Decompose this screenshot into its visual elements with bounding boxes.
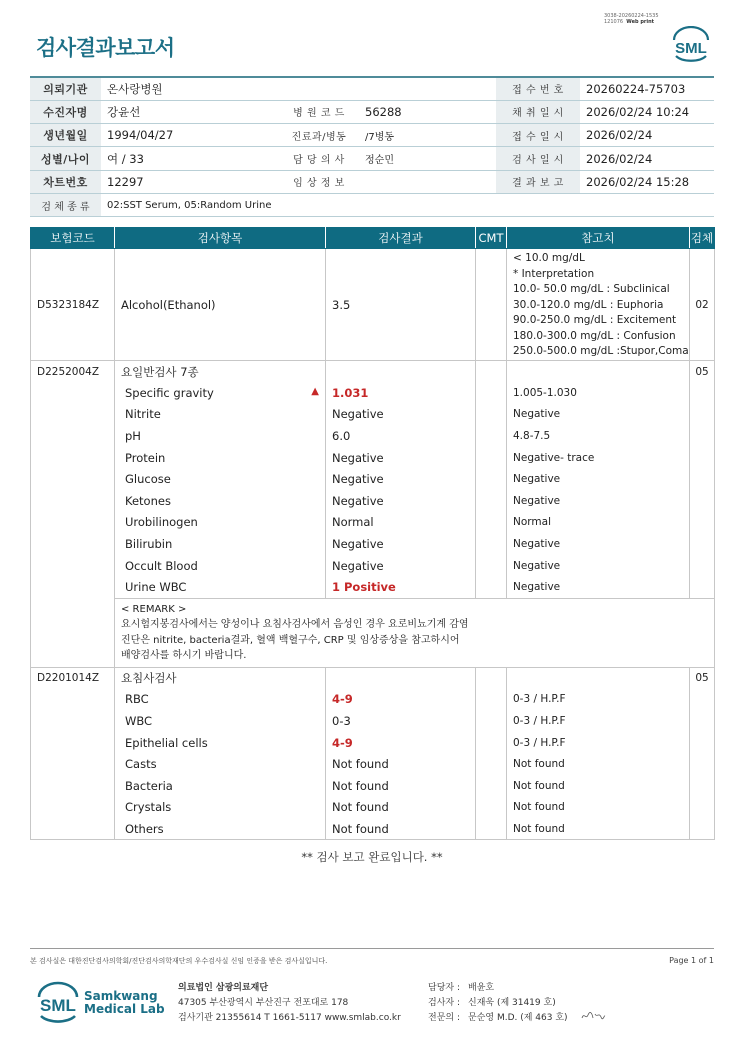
test-cmt — [476, 775, 507, 797]
col-result: 검사결과 — [326, 228, 476, 249]
test-cmt — [476, 710, 507, 732]
collect-value: 2026/02/24 10:24 — [580, 100, 714, 123]
test-reference: Negative — [507, 490, 690, 512]
sediment-title-ref — [507, 667, 690, 689]
urinalysis-title-ref — [507, 361, 690, 383]
footer-brand — [84, 990, 165, 1016]
test-specimen — [690, 775, 715, 797]
footer-staff — [428, 981, 568, 1026]
hosp-code-label: 병 원 코 드 — [279, 100, 359, 123]
alcohol-cmt — [476, 249, 507, 361]
test-item-name: Bilirubin — [125, 537, 173, 552]
table-row — [31, 576, 715, 598]
test-reference: Not found — [507, 797, 690, 819]
sex-age-value: 여 / 33 — [101, 147, 279, 170]
chart-label: 차트번호 — [30, 170, 101, 193]
test-reference: 0-3 / H.P.F — [507, 689, 690, 711]
test-reference: Not found — [507, 753, 690, 775]
footer-divider — [30, 948, 714, 949]
test-specimen — [690, 382, 715, 404]
collect-label: 채 취 일 시 — [496, 100, 580, 123]
sml-logo-icon — [668, 26, 714, 62]
remark-code-cell — [31, 598, 115, 667]
test-cmt — [476, 533, 507, 555]
table-row — [31, 533, 715, 555]
test-item-wrap — [125, 451, 325, 465]
urinalysis-title-cmt — [476, 361, 507, 383]
test-item — [115, 512, 326, 534]
remark-cell — [115, 598, 715, 667]
urinalysis-title-row — [31, 361, 715, 383]
row-code-cell — [31, 797, 115, 819]
row-code-cell — [31, 818, 115, 840]
sediment-title-cmt — [476, 667, 507, 689]
urinalysis-specimen: 05 — [690, 361, 715, 383]
test-specimen — [690, 818, 715, 840]
test-reference: 0-3 / H.P.F — [507, 732, 690, 754]
footer-certification-note: 본 검사실은 대한진단검사의학회/진단검사의학재단의 우수검사실 신임 인증을 받은 검사실입니다. — [30, 957, 328, 965]
table-row — [31, 447, 715, 469]
table-row — [31, 404, 715, 426]
alcohol-ref-lines — [513, 249, 689, 360]
staff-value: 문순영 M.D. (제 463 호) — [468, 1013, 568, 1023]
table-row — [31, 468, 715, 490]
footer-organization — [178, 981, 401, 1026]
test-item-name: Nitrite — [125, 407, 161, 422]
hospital-label: 의뢰기관 — [30, 77, 101, 100]
test-cmt — [476, 382, 507, 404]
report-complete-text: ** 검사 보고 완료입니다. ** — [301, 850, 443, 864]
test-cmt — [476, 797, 507, 819]
hospital-value: 온사랑병원 — [101, 77, 496, 100]
clinical-value — [359, 170, 496, 193]
test-item-wrap — [125, 472, 325, 486]
sediment-title-result — [326, 667, 476, 689]
page-indicator: Page 1 of 1 — [669, 956, 714, 965]
staff-label: 전문의 : — [428, 1013, 460, 1023]
remark-text — [121, 599, 714, 667]
brand-line-2: Medical Lab — [84, 1002, 165, 1016]
test-item-name: Occult Blood — [125, 558, 198, 573]
test-specimen — [690, 689, 715, 711]
test-item — [115, 490, 326, 512]
urinalysis-remark-row — [31, 598, 715, 667]
test-result: 4-9 — [326, 689, 476, 711]
alcohol-ref-line: 250.0-500.0 mg/dL :Stupor,Coma — [513, 345, 689, 357]
high-flag-icon: ▲ — [311, 385, 319, 397]
test-specimen — [690, 447, 715, 469]
report-label: 결 과 보 고 — [496, 170, 580, 193]
test-reference: Normal — [507, 512, 690, 534]
test-item-name: Ketones — [125, 493, 171, 508]
col-item: 검사항목 — [115, 228, 326, 249]
doctor-label: 담 당 의 사 — [279, 147, 359, 170]
receive-label: 접 수 일 시 — [496, 124, 580, 147]
remark-line: 배양검사를 하시기 바랍니다. — [121, 650, 247, 662]
sediment-title: 요침사검사 — [115, 667, 326, 689]
test-specimen — [690, 732, 715, 754]
test-cmt — [476, 490, 507, 512]
test-item-name: pH — [125, 429, 141, 444]
test-item-name: Specific gravity — [125, 385, 214, 400]
row-code-cell — [31, 382, 115, 404]
info-row — [30, 124, 714, 147]
test-item: Others — [115, 818, 326, 840]
row-code-cell — [31, 468, 115, 490]
test-item-wrap — [125, 386, 325, 400]
test-result: Not found — [326, 818, 476, 840]
test-item-name: Glucose — [125, 472, 171, 487]
alcohol-ref-line: < 10.0 mg/dL — [513, 252, 585, 264]
test-reference: 0-3 / H.P.F — [507, 710, 690, 732]
test-item-name: Urobilinogen — [125, 515, 198, 530]
row-code-cell — [31, 512, 115, 534]
remark-line: 진단은 nitrite, bacteria결과, 혈액 백혈구수, CRP 및 임상증상을 참고하시어 — [121, 634, 460, 646]
sediment-title-row — [31, 667, 715, 689]
dept-value: /7병동 — [359, 124, 496, 147]
dob-value: 1994/04/27 — [101, 124, 279, 147]
test-cmt — [476, 732, 507, 754]
alcohol-code: D5323184Z — [31, 249, 115, 361]
col-ref: 참고치 — [507, 228, 690, 249]
staff-value: 배윤호 — [468, 983, 495, 993]
test-specimen — [690, 425, 715, 447]
test-result: 6.0 — [326, 425, 476, 447]
row-code-cell — [31, 689, 115, 711]
test-cmt — [476, 512, 507, 534]
test-specimen — [690, 797, 715, 819]
test-item-wrap — [125, 515, 325, 529]
alcohol-row — [31, 249, 715, 361]
info-row — [30, 147, 714, 170]
row-code-cell — [31, 710, 115, 732]
receive-value: 2026/02/24 — [580, 124, 714, 147]
row-code-cell — [31, 490, 115, 512]
table-row — [31, 689, 715, 711]
urinalysis-title: 요일반검사 7종 — [115, 361, 326, 383]
sml-footer-logo-text: SML — [40, 996, 76, 1015]
row-code-cell — [31, 753, 115, 775]
signature-icon — [580, 1009, 606, 1023]
test-item — [115, 404, 326, 426]
test-item: RBC — [115, 689, 326, 711]
alcohol-ref-line: 180.0-300.0 mg/dL : Confusion — [513, 329, 676, 342]
chart-value: 12297 — [101, 170, 279, 193]
test-reference: 1.005-1.030 — [507, 382, 690, 404]
test-result: Not found — [326, 753, 476, 775]
test-result: Negative — [326, 404, 476, 426]
staff-label: 담당자 : — [428, 983, 460, 993]
reg-no-value: 20260224-75703 — [580, 77, 714, 100]
info-row — [30, 77, 714, 100]
patient-info-table — [30, 76, 714, 217]
test-cmt — [476, 753, 507, 775]
test-item: Epithelial cells — [115, 732, 326, 754]
test-item — [115, 555, 326, 577]
info-row — [30, 193, 714, 216]
test-result: Negative — [326, 555, 476, 577]
alcohol-result: 3.5 — [326, 249, 476, 361]
table-row — [31, 710, 715, 732]
org-contact: 검사기관 21355614 T 1661-5117 www.smlab.co.kr — [178, 1013, 401, 1023]
test-result: Negative — [326, 490, 476, 512]
table-row — [31, 490, 715, 512]
test-result: 0-3 — [326, 710, 476, 732]
report-value: 2026/02/24 15:28 — [580, 170, 714, 193]
name-value: 강윤선 — [101, 100, 279, 123]
test-specimen — [690, 710, 715, 732]
sediment-specimen: 05 — [690, 667, 715, 689]
test-specimen — [690, 555, 715, 577]
test-cmt — [476, 468, 507, 490]
test-specimen — [690, 468, 715, 490]
dept-label: 진료과/병동 — [279, 124, 359, 147]
test-cmt — [476, 576, 507, 598]
specimen-label: 검 체 종 류 — [30, 193, 101, 216]
sml-logo-text: SML — [675, 40, 707, 57]
test-specimen — [690, 753, 715, 775]
test-reference: Not found — [507, 775, 690, 797]
test-reference: Negative — [507, 533, 690, 555]
table-row — [31, 753, 715, 775]
test-item-wrap — [125, 580, 325, 594]
table-row — [31, 382, 715, 404]
alcohol-ref — [507, 249, 690, 361]
org-name: 의료법인 삼광의료재단 — [178, 983, 269, 993]
test-item — [115, 382, 326, 404]
test-specimen — [690, 490, 715, 512]
test-item — [115, 576, 326, 598]
staff-label: 검사자 : — [428, 998, 460, 1008]
reg-no-label: 접 수 번 호 — [496, 77, 580, 100]
col-code: 보험코드 — [31, 228, 115, 249]
hosp-code-value: 56288 — [359, 100, 496, 123]
test-reference: Negative — [507, 576, 690, 598]
urinalysis-code: D2252004Z — [31, 361, 115, 383]
results-header-row — [31, 228, 715, 249]
alcohol-ref-line: * Interpretation — [513, 267, 595, 280]
test-cmt — [476, 555, 507, 577]
test-item-wrap — [125, 494, 325, 508]
test-item: Casts — [115, 753, 326, 775]
alcohol-ref-line: 10.0- 50.0 mg/dL : Subclinical — [513, 283, 670, 295]
test-item: Bacteria — [115, 775, 326, 797]
report-title: 검사결과보고서 — [36, 36, 175, 60]
name-label: 수진자명 — [30, 100, 101, 123]
test-specimen — [690, 533, 715, 555]
test-reference: 4.8-7.5 — [507, 425, 690, 447]
col-cmt: CMT — [476, 228, 507, 249]
print-meta-type: Web print — [626, 19, 655, 25]
staff-value: 신재욱 (제 31419 호) — [468, 998, 556, 1008]
test-item-name: Protein — [125, 450, 166, 465]
test-result: Negative — [326, 447, 476, 469]
specimen-value: 02:SST Serum, 05:Random Urine — [101, 193, 714, 216]
test-specimen — [690, 512, 715, 534]
alcohol-ref-line: 90.0-250.0 mg/dL : Excitement — [513, 314, 677, 326]
test-result: Not found — [326, 797, 476, 819]
brand-line-1: Samkwang — [84, 989, 158, 1003]
table-row — [31, 512, 715, 534]
test-result: 1 Positive — [326, 576, 476, 598]
table-row — [31, 555, 715, 577]
table-row — [31, 775, 715, 797]
test-item — [115, 447, 326, 469]
test-item — [115, 468, 326, 490]
remark-line: 요시험지봉검사에서는 양성이나 요침사검사에서 음성인 경우 요로비뇨기계 감염 — [121, 619, 469, 631]
dob-label: 생년월일 — [30, 124, 101, 147]
sediment-code: D2201014Z — [31, 667, 115, 689]
test-reference: Negative — [507, 404, 690, 426]
test-item-name: Urine WBC — [125, 579, 187, 594]
test-item-wrap — [125, 407, 325, 421]
test-cmt — [476, 689, 507, 711]
clinical-label: 임 상 정 보 — [279, 170, 359, 193]
test-result: 1.031 — [326, 382, 476, 404]
test-date-value: 2026/02/24 — [580, 147, 714, 170]
test-reference: Not found — [507, 818, 690, 840]
test-result: 4-9 — [326, 732, 476, 754]
print-meta-id-line: 3038-20260224-1535 — [604, 13, 659, 19]
test-item: Crystals — [115, 797, 326, 819]
doctor-value: 정순민 — [359, 147, 496, 170]
test-reference: Negative- trace — [507, 447, 690, 469]
test-reference: Negative — [507, 468, 690, 490]
remark-line: < REMARK > — [121, 603, 187, 615]
test-result: Negative — [326, 533, 476, 555]
test-date-label: 검 사 일 시 — [496, 147, 580, 170]
info-row — [30, 100, 714, 123]
alcohol-ref-line: 30.0-120.0 mg/dL : Euphoria — [513, 298, 664, 311]
col-specimen: 검체 — [690, 228, 715, 249]
row-code-cell — [31, 732, 115, 754]
test-item — [115, 425, 326, 447]
org-address: 47305 부산광역시 부산진구 전포대로 178 — [178, 998, 349, 1008]
test-item: WBC — [115, 710, 326, 732]
test-result: Negative — [326, 468, 476, 490]
test-cmt — [476, 425, 507, 447]
urinalysis-rows — [31, 382, 715, 598]
test-result: Normal — [326, 512, 476, 534]
test-reference: Negative — [507, 555, 690, 577]
alcohol-item: Alcohol(Ethanol) — [115, 249, 326, 361]
print-meta — [604, 13, 659, 25]
test-item-wrap — [125, 559, 325, 573]
sml-footer-logo-icon — [34, 980, 82, 1024]
test-item-wrap — [125, 537, 325, 551]
test-cmt — [476, 404, 507, 426]
row-code-cell — [31, 555, 115, 577]
row-code-cell — [31, 404, 115, 426]
test-result: Not found — [326, 775, 476, 797]
row-code-cell — [31, 576, 115, 598]
test-cmt — [476, 447, 507, 469]
row-code-cell — [31, 447, 115, 469]
test-specimen — [690, 576, 715, 598]
test-item-wrap — [125, 429, 325, 443]
table-row — [31, 732, 715, 754]
alcohol-specimen: 02 — [690, 249, 715, 361]
sex-age-label: 성별/나이 — [30, 147, 101, 170]
info-row — [30, 170, 714, 193]
table-row — [31, 425, 715, 447]
test-specimen — [690, 404, 715, 426]
table-row — [31, 797, 715, 819]
sediment-rows — [31, 689, 715, 840]
results-table — [30, 227, 715, 840]
row-code-cell — [31, 533, 115, 555]
row-code-cell — [31, 425, 115, 447]
row-code-cell — [31, 775, 115, 797]
table-row — [31, 818, 715, 840]
test-cmt — [476, 818, 507, 840]
urinalysis-title-result — [326, 361, 476, 383]
test-item — [115, 533, 326, 555]
print-meta-code: 121076 — [604, 19, 624, 25]
